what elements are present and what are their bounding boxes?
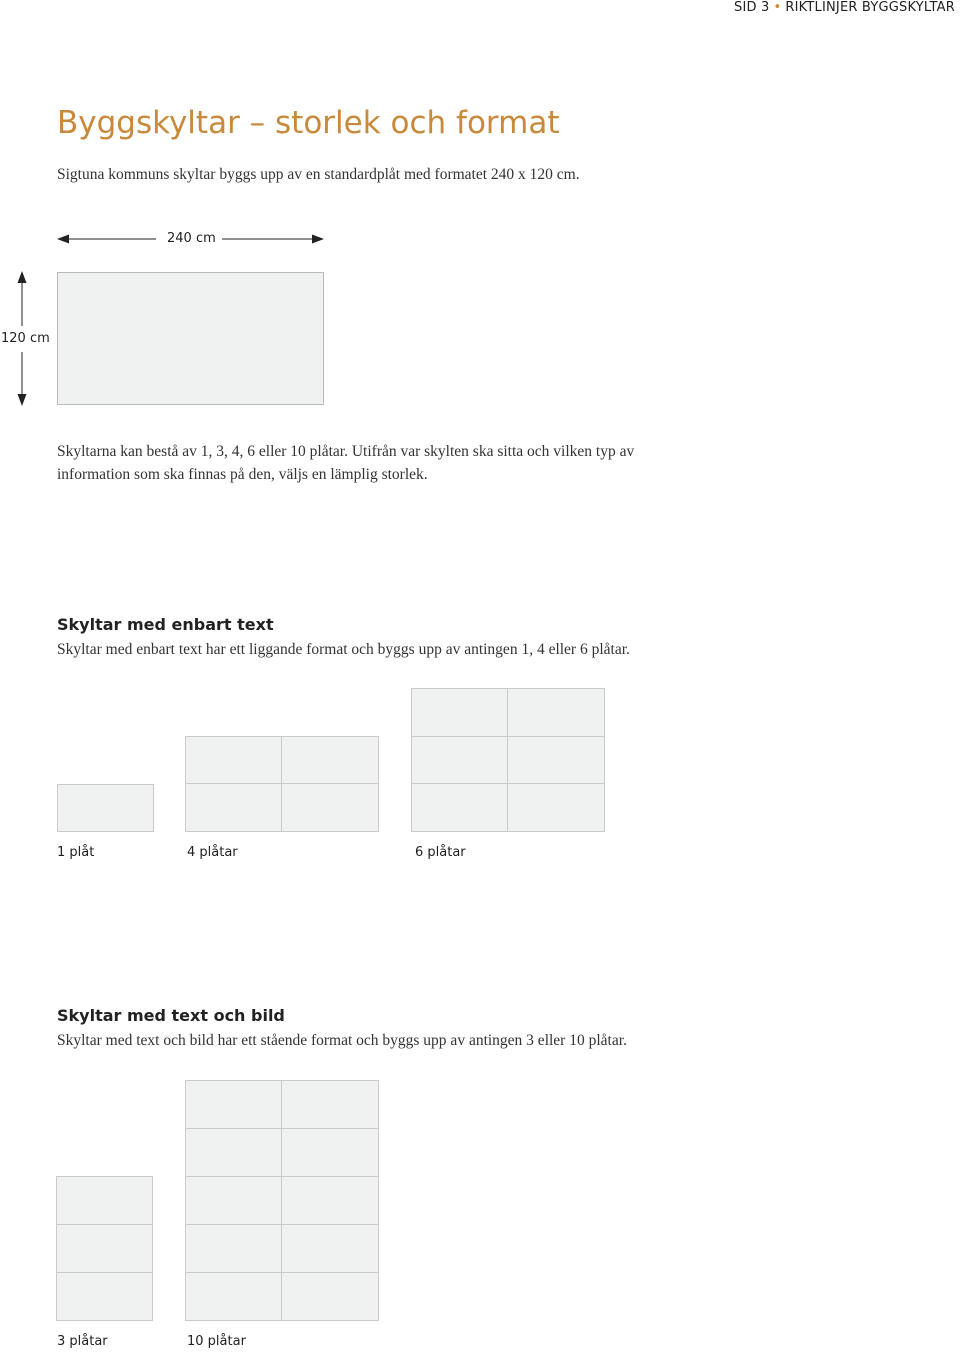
label-4-plates: 4 plåtar [187, 845, 238, 860]
plate [185, 783, 282, 832]
section-body-text-image: Skyltar med text och bild har ett stående format och byggs upp av antingen 3 eller 10 plåtar. [57, 1032, 627, 1049]
plate [281, 736, 379, 784]
arrow-up-icon [18, 271, 27, 283]
plate [411, 783, 508, 832]
layout-1-plate [57, 784, 154, 832]
bullet-icon: • [773, 0, 782, 15]
plate [56, 1176, 153, 1225]
width-label: 240 cm [167, 231, 216, 246]
plate [281, 1272, 379, 1321]
plate [281, 1224, 379, 1273]
plate [507, 736, 605, 784]
description-text: Skyltarna kan bestå av 1, 3, 4, 6 eller 10 plåtar. Utifrån var skylten ska sitta och vilken typ av information som ska finnas på den, väljs en lämplig storlek. [57, 443, 635, 483]
plate [411, 688, 508, 737]
page-title: Byggskyltar – storlek och format [57, 105, 560, 141]
section-body-text-only: Skyltar med enbart text har ett liggande format och byggs upp av antingen 1, 4 eller 6 plåtar. [57, 641, 630, 658]
label-3-plates: 3 plåtar [57, 1334, 108, 1349]
plate [507, 688, 605, 737]
standard-plate [57, 272, 324, 405]
arrow-right-icon [312, 235, 324, 244]
section-heading-text-image: Skyltar med text och bild [57, 1006, 285, 1025]
arrow-left-icon [57, 235, 69, 244]
page-header [734, 0, 955, 15]
plate [56, 1272, 153, 1321]
section-heading-text-only: Skyltar med enbart text [57, 615, 274, 634]
label-10-plates: 10 plåtar [187, 1334, 246, 1349]
plate [185, 736, 282, 784]
label-1-plate: 1 plåt [57, 845, 95, 860]
plate [185, 1224, 282, 1273]
layout-6-plates [411, 688, 605, 832]
plate [57, 784, 154, 832]
label-6-plates: 6 plåtar [415, 845, 466, 860]
document-title: RIKTLINJER BYGGSKYLTAR [785, 0, 955, 15]
arrow-down-icon [18, 394, 27, 406]
plate [281, 1080, 379, 1129]
plate [411, 736, 508, 784]
plate [185, 1080, 282, 1129]
layout-3-plates [56, 1176, 153, 1321]
page-number: SID 3 [734, 0, 770, 15]
layout-10-plates [185, 1080, 379, 1321]
plate [56, 1224, 153, 1273]
intro-text: Sigtuna kommuns skyltar byggs upp av en standardplåt med formatet 240 x 120 cm. [57, 166, 580, 183]
plate [185, 1176, 282, 1225]
height-label: 120 cm [1, 331, 50, 346]
plate [281, 783, 379, 832]
layout-4-plates [185, 736, 379, 832]
plate [185, 1128, 282, 1177]
plate [507, 783, 605, 832]
plate [281, 1128, 379, 1177]
plate [185, 1272, 282, 1321]
plate [281, 1176, 379, 1225]
